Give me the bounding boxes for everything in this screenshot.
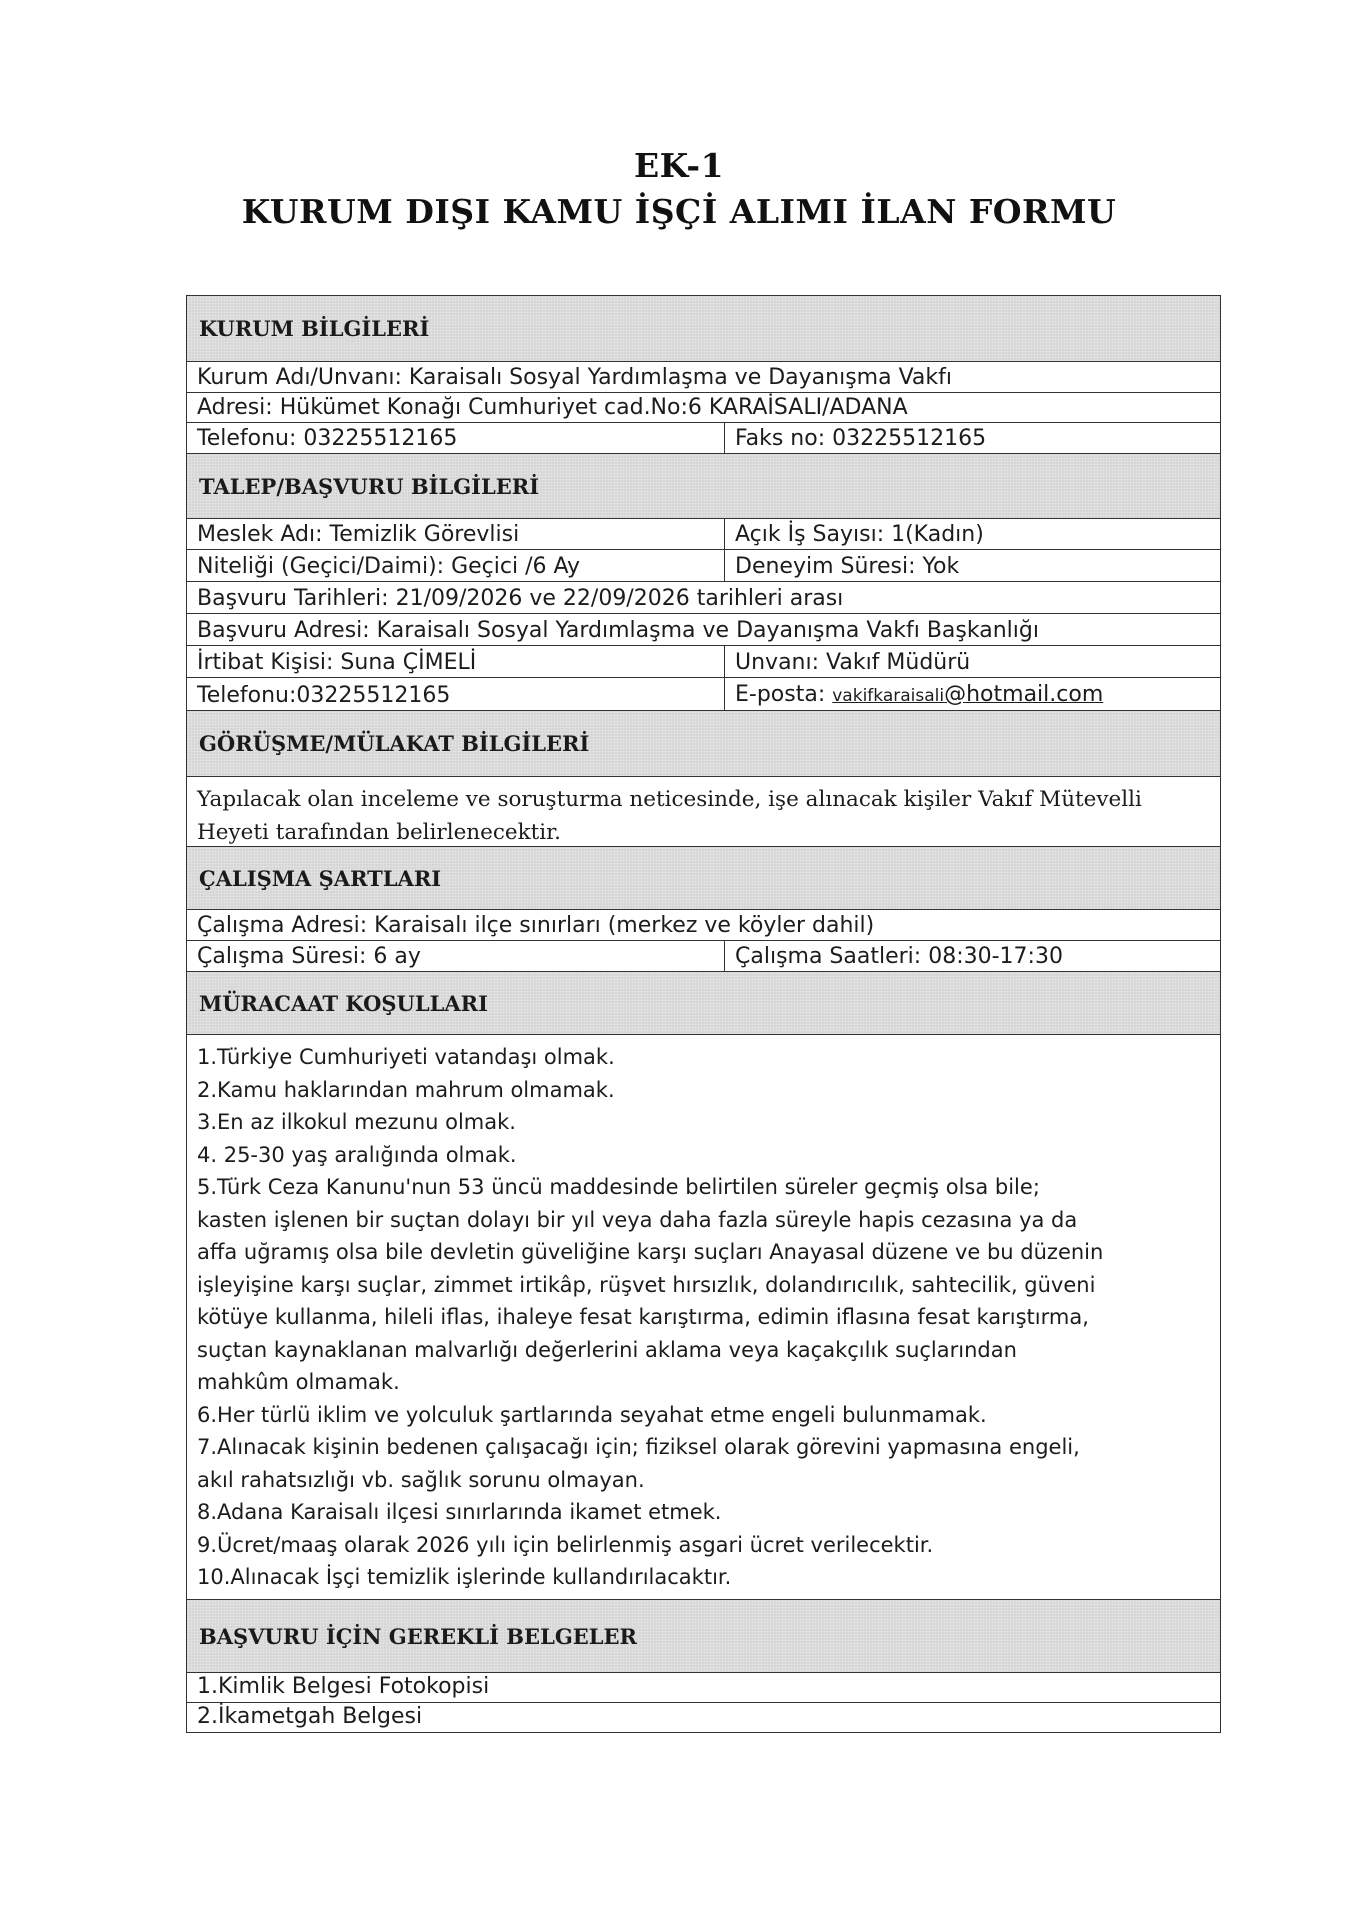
section-title: TALEP/BAŞVURU BİLGİLERİ (199, 473, 540, 499)
kurum-address-row (186, 393, 1221, 423)
calisma-saatleri: Çalışma Saatleri: 08:30-17:30 (735, 944, 1063, 969)
belge-item: 2.İkametgah Belgesi (186, 1703, 1221, 1733)
talep-row-6 (186, 678, 1221, 711)
paragraph-line: Yapılacak olan inceleme ve soruşturma neticesinde, işe alınacak kişiler Vakıf Mütevelli (197, 787, 1142, 812)
paragraph-line: Heyeti tarafından belirlenecektir. (197, 820, 561, 845)
kurum-phone: Telefonu: 03225512165 (187, 423, 725, 453)
deneyim-suresi: Deneyim Süresi: Yok (735, 554, 960, 579)
acik-is-sayisi: Açık İş Sayısı: 1(Kadın) (735, 522, 984, 547)
announcement-form (186, 295, 1221, 1733)
unvan: Unvanı: Vakıf Müdürü (735, 650, 971, 675)
kurum-name-row (186, 362, 1221, 393)
kurum-fax: Faks no: 03225512165 (735, 426, 987, 451)
niteligi: Niteliği (Geçici/Daimi): Geçici /6 Ay (187, 550, 725, 581)
condition-line: kötüye kullanma, hileli iflas, ihaleye fesat karıştırma, edimin iflasına fesat karıştırma, (197, 1305, 1089, 1329)
condition-line: akıl rahatsızlığı vb. sağlık sorunu olmayan. (197, 1467, 645, 1492)
muracaat-list (186, 1035, 1221, 1600)
condition-line: 2.Kamu haklarından mahrum olmamak. (197, 1077, 615, 1102)
basvuru-adresi: Başvuru Adresi: Karaisalı Sosyal Yardımlaşma ve Dayanışma Vakfı Başkanlığı (197, 618, 1039, 643)
kurum-name: Kurum Adı/Unvanı: Karaisalı Sosyal Yardımlaşma ve Dayanışma Vakfı (197, 365, 952, 390)
section-header-kurum (186, 295, 1221, 362)
basvuru-tarihleri: Başvuru Tarihleri: 21/09/2026 ve 22/09/2026 tarihleri arası (197, 586, 844, 611)
document-label: EK-1 (633, 146, 725, 185)
irtibat-kisisi: İrtibat Kişisi: Suna ÇİMELİ (187, 646, 725, 677)
calisma-row-1 (186, 910, 1221, 941)
condition-line: 1.Türkiye Cumhuriyeti vatandaşı olmak. (197, 1045, 615, 1069)
section-header-muracaat (186, 972, 1221, 1035)
section-header-talep (186, 454, 1221, 519)
condition-line: 6.Her türlü iklim ve yolculuk şartlarında seyahat etme engeli bulunmamak. (197, 1402, 987, 1427)
condition-line: 8.Adana Karaisalı ilçesi sınırlarında ikamet etmek. (197, 1500, 722, 1524)
condition-line: 10.Alınacak İşçi temizlik işlerinde kullandırılacaktır. (197, 1565, 732, 1589)
calisma-row-2 (186, 941, 1221, 972)
condition-line: kasten işlenen bir suçtan dolayı bir yıl veya daha fazla süreyle hapis cezasına ya da (197, 1207, 1078, 1232)
eposta: E-posta: vakifkaraisali@hotmail.com (735, 682, 1104, 707)
condition-line: 5.Türk Ceza Kanunu'nun 53 üncü maddesinde belirtilen süreler geçmiş olsa bile; (197, 1175, 1040, 1199)
condition-line: mahkûm olmamak. (197, 1370, 400, 1394)
talep-row-5 (186, 646, 1221, 678)
calisma-suresi: Çalışma Süresi: 6 ay (187, 941, 725, 971)
condition-line: suçtan kaynaklanan malvarlığı değerlerini aklama veya kaçakçılık suçlarından (197, 1337, 1017, 1362)
email-link[interactable]: vakifkaraisali@hotmail.com (832, 682, 1104, 707)
kurum-address: Adresi: Hükümet Konağı Cumhuriyet cad.No:6 KARAİSALI/ADANA (197, 395, 908, 420)
condition-line: 3.En az ilkokul mezunu olmak. (197, 1110, 516, 1134)
condition-line: 4. 25-30 yaş aralığında olmak. (197, 1142, 517, 1167)
belge-item: 1.Kimlik Belgesi Fotokopisi (186, 1673, 1221, 1703)
condition-line: işleyişine karşı suçlar, zimmet irtikâp, rüşvet hırsızlık, dolandırıcılık, sahtecilik, güveni (197, 1272, 1096, 1297)
condition-line: 7.Alınacak kişinin bedenen çalışacağı için; fiziksel olarak görevini yapmasına engeli, (197, 1435, 1080, 1459)
talep-row-3 (186, 582, 1221, 614)
kurum-contact-row (186, 423, 1221, 454)
irtibat-telefon: Telefonu:03225512165 (187, 678, 725, 710)
calisma-adresi: Çalışma Adresi: Karaisalı ilçe sınırları (merkez ve köyler dahil) (197, 913, 875, 938)
talep-row-4 (186, 614, 1221, 646)
section-title: GÖRÜŞME/MÜLAKAT BİLGİLERİ (199, 731, 590, 756)
document-title: KURUM DIŞI KAMU İŞÇİ ALIMI İLAN FORMU (241, 192, 1117, 231)
talep-row-1 (186, 519, 1221, 550)
section-title: KURUM BİLGİLERİ (199, 316, 430, 341)
condition-line: affa uğramış olsa bile devletin güveliğine karşı suçları Anayasal düzene ve bu düzenin (197, 1240, 1104, 1264)
gorusme-text (186, 777, 1221, 847)
section-title: MÜRACAAT KOŞULLARI (199, 990, 488, 1016)
condition-line: 9.Ücret/maaş olarak 2026 yılı için belirlenmiş asgari ücret verilecektir. (197, 1532, 934, 1557)
section-header-calisma (186, 847, 1221, 910)
talep-row-2 (186, 550, 1221, 582)
section-header-belgeler (186, 1600, 1221, 1673)
section-title: ÇALIŞMA ŞARTLARI (199, 865, 442, 891)
meslek: Meslek Adı: Temizlik Görevlisi (187, 519, 725, 549)
section-title: BAŞVURU İÇİN GEREKLİ BELGELER (199, 1623, 637, 1649)
section-header-gorusme (186, 711, 1221, 777)
